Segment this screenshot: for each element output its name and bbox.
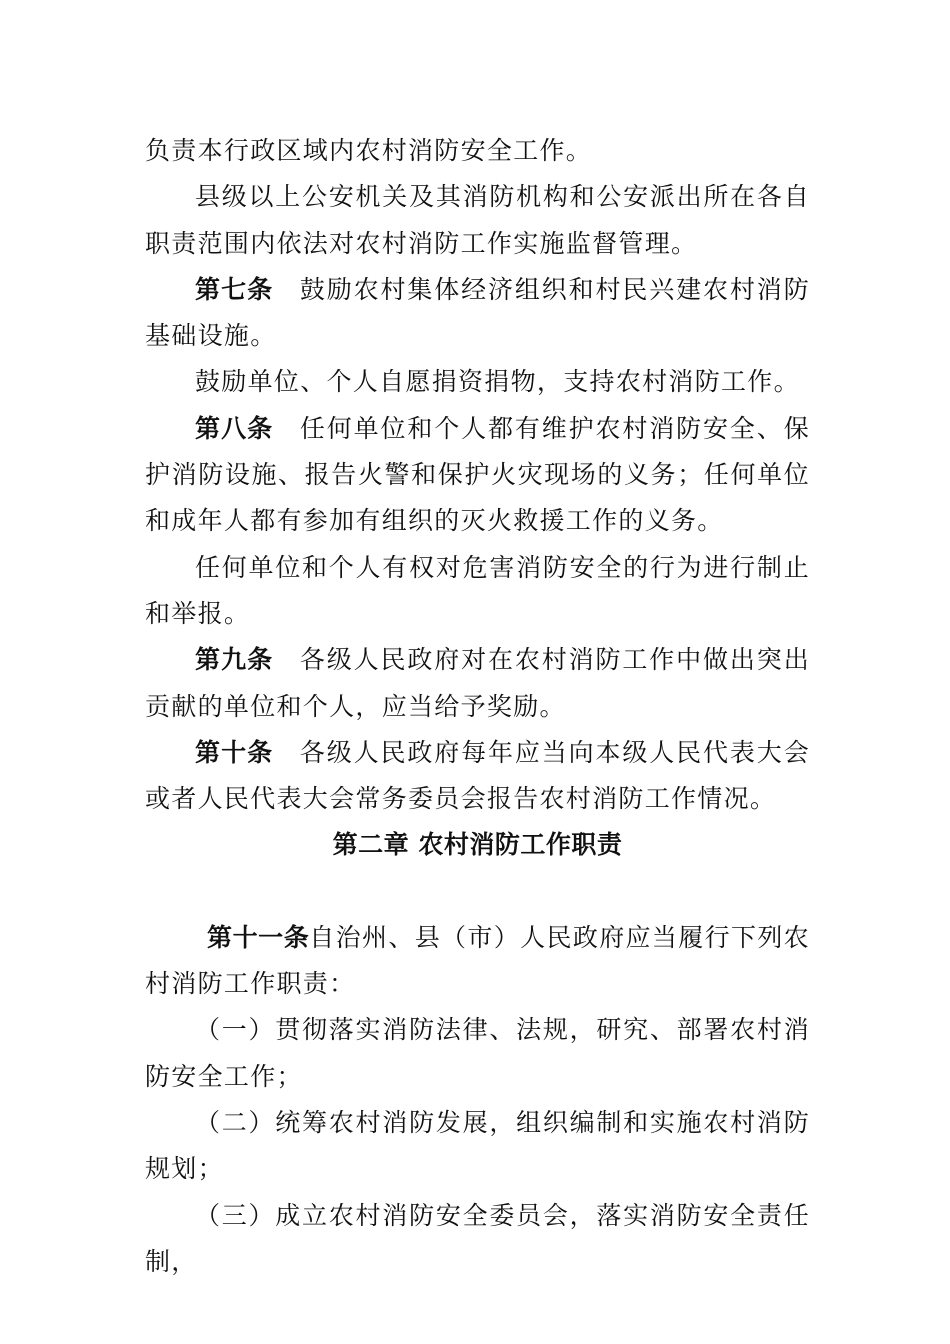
article-10-text: 各级人民政府每年应当向本级人民代表大会或者人民代表大会常务委员会报告农村消防工作情况。 xyxy=(145,737,810,814)
list-item-1: （一）贯彻落实消防法律、法规，研究、部署农村消防安全工作； xyxy=(145,1015,810,1091)
paragraph-continuation: 负责本行政区域内农村消防安全工作。 xyxy=(145,136,593,165)
list-item-2: （二）统筹农村消防发展，组织编制和实施农村消防规划； xyxy=(145,1107,810,1184)
paragraph-supervision: 县级以上公安机关及其消防机构和公安派出所在各自职责范围内依法对农村消防工作实施监督管理。 xyxy=(145,182,810,258)
article-8-label: 第八条 xyxy=(195,413,274,443)
article-10 xyxy=(145,730,810,823)
article-11-label: 第十一条 xyxy=(207,922,310,952)
article-10-label: 第十条 xyxy=(195,737,274,767)
article-7 xyxy=(145,267,810,360)
article-7-label: 第七条 xyxy=(195,274,274,304)
chapter-spacer xyxy=(145,869,810,915)
article-9 xyxy=(145,637,810,730)
chapter-title: 第二章 农村消防工作职责 xyxy=(332,830,623,860)
article-9-text: 各级人民政府对在农村消防工作中做出突出贡献的单位和个人，应当给予奖励。 xyxy=(145,645,810,721)
article-8 xyxy=(145,406,810,545)
article-11 xyxy=(145,915,810,1008)
article-11-text: 自治州、县（市）人民政府应当履行下列农村消防工作职责： xyxy=(145,922,810,999)
article-8-text: 任何单位和个人都有维护农村消防安全、保护消防设施、报告火警和保护火灾现场的义务；任何单位和成年人都有参加有组织的灭火救援工作的义务。 xyxy=(145,413,810,536)
document-body xyxy=(145,128,810,1285)
article-9-label: 第九条 xyxy=(195,645,274,675)
article-7-text: 鼓励农村集体经济组织和村民兴建农村消防基础设施。 xyxy=(145,274,810,351)
paragraph-donation: 鼓励单位、个人自愿捐资捐物，支持农村消防工作。 xyxy=(195,367,800,397)
list-item-3: （三）成立农村消防安全委员会，落实消防安全责任制， xyxy=(145,1200,810,1276)
paragraph-report-right: 任何单位和个人有权对危害消防安全的行为进行制止和举报。 xyxy=(145,552,810,628)
